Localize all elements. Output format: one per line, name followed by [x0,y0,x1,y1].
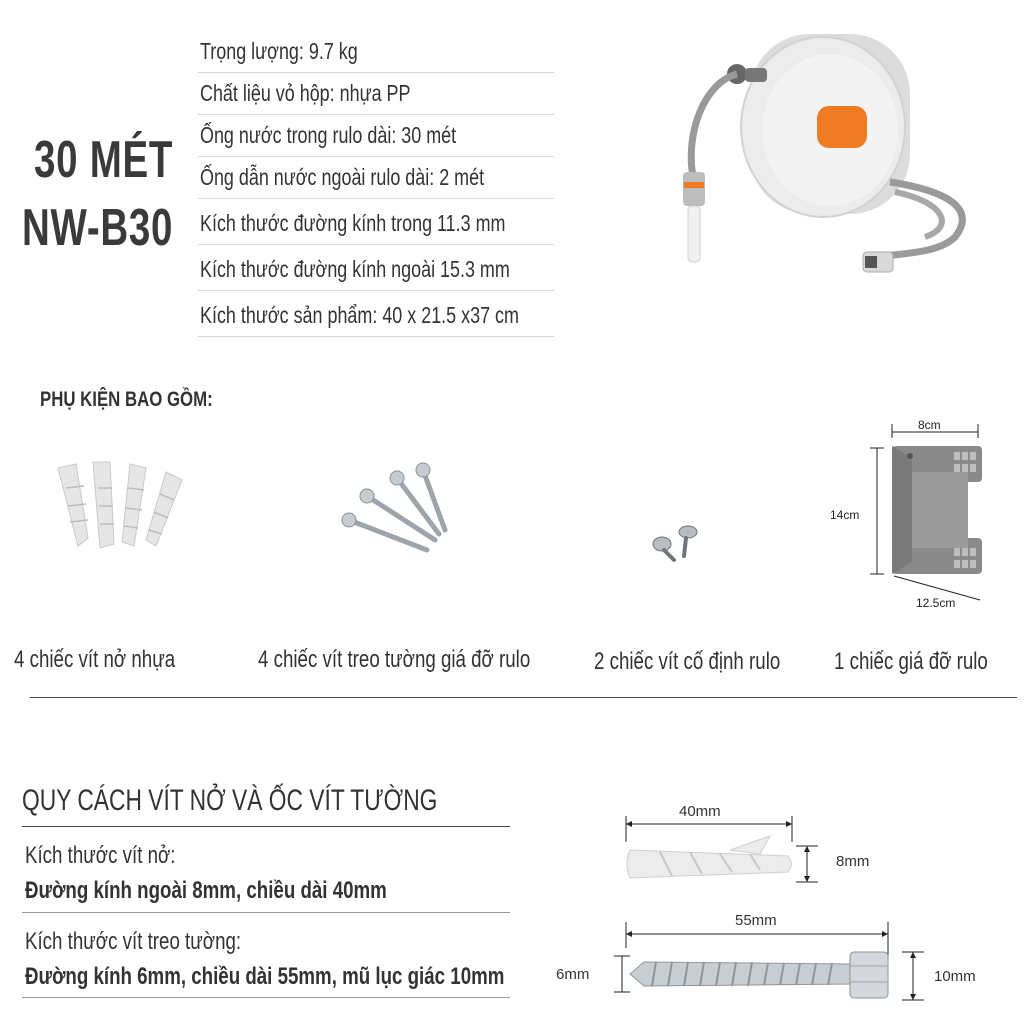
anchor-size-value: Đường kính ngoài 8mm, chiều dài 40mm [25,877,387,904]
plastic-anchor-icon [48,458,193,553]
row-divider [22,912,510,913]
accessories-heading: PHỤ KIỆN BAO GỒM: [40,388,213,411]
spec-text: Ống nước trong rulo dài: 30 mét [200,122,457,148]
spec-text: Chất liệu vỏ hộp: nhựa PP [200,80,411,106]
screw-size-value: Đường kính 6mm, chiều dài 55mm, mũ lục giác 10mm [25,963,505,990]
screw-diameter-label: 6mm [556,966,590,983]
spec-text: Trọng lượng: 9.7 kg [200,38,358,64]
screw-dimension-drawing [600,920,940,1010]
fixing-screw-icon [648,522,704,564]
accessory-caption: 1 chiếc giá đỡ rulo [834,648,988,675]
spec-row [198,32,554,73]
hose-reel-icon [655,22,985,282]
anchor-diameter-label: 8mm [836,853,870,870]
spec-text: Kích thước đường kính trong 11.3 mm [200,210,506,236]
bracket-depth-label: 12.5cm [916,596,956,610]
spec-row [198,116,554,157]
section-divider [30,697,1017,698]
spec-text: Kích thước sản phẩm: 40 x 21.5 x37 cm [200,302,519,328]
bracket-width-label: 8cm [918,418,941,432]
accessory-caption: 2 chiếc vít cố định rulo [594,648,781,675]
spec-text: Ống dẫn nước ngoài rulo dài: 2 mét [200,164,485,190]
spec-row [198,250,554,291]
anchor-dimension-drawing [620,812,835,892]
row-divider [22,997,510,998]
title-length: 30 MÉT [34,131,174,189]
spec-row [198,204,554,245]
title-model: NW-B30 [22,199,174,257]
wall-screw-icon [335,460,455,560]
screw-head-label: 10mm [934,968,976,985]
heading-underline [22,826,510,827]
spec-text: Kích thước đường kính ngoài 15.3 mm [200,256,510,282]
bracket-height-label: 14cm [830,508,860,522]
spec-row [198,74,554,115]
screw-length-label: 55mm [735,912,777,929]
anchor-size-label: Kích thước vít nở: [25,842,176,869]
spec-row [198,296,554,337]
spec-row [198,158,554,199]
anchor-length-label: 40mm [679,803,721,820]
screw-size-label: Kích thước vít treo tường: [25,928,242,955]
accessory-caption: 4 chiếc vít treo tường giá đỡ rulo [258,646,531,673]
accessory-caption: 4 chiếc vít nở nhựa [14,646,176,673]
spec-section-heading: QUY CÁCH VÍT NỞ VÀ ỐC VÍT TƯỜNG [22,784,438,817]
